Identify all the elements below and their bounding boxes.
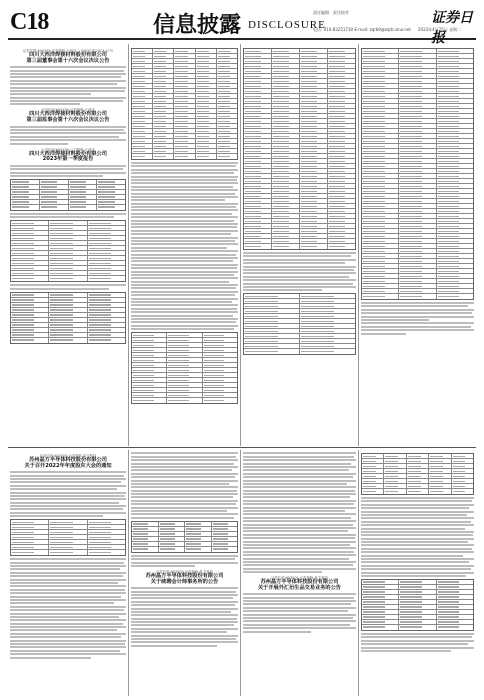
column-divider — [128, 450, 129, 696]
data-table — [10, 179, 126, 211]
column-upper-1 — [10, 46, 126, 444]
data-table — [361, 453, 474, 495]
notice-company: 四川大西洋焊接材料股份有限公司 — [29, 111, 107, 118]
column-divider — [358, 450, 359, 696]
data-table — [361, 579, 474, 631]
notice-header — [10, 148, 126, 163]
section-title-en: DISCLOSURE — [248, 19, 326, 31]
notice-company: 苏州晶方半导体科技股份有限公司 — [145, 572, 224, 579]
data-table — [131, 521, 238, 553]
notice-title: 关于开展外汇衍生品交易业务的公告 — [257, 584, 341, 591]
column-lower-3 — [243, 451, 356, 696]
notice-company: 苏州晶方半导体科技股份有限公司 — [260, 579, 339, 586]
column-divider — [240, 44, 241, 446]
notice-title: 关于续聘会计师事务所的公告 — [150, 578, 219, 585]
notice-header — [131, 570, 238, 585]
section-title: 信息披露 — [153, 12, 242, 38]
notice-header — [243, 576, 356, 591]
notice-title: 2023年第一季度报告 — [42, 156, 94, 163]
column-upper-2 — [131, 46, 238, 444]
column-divider — [128, 44, 129, 446]
masthead — [8, 6, 476, 46]
issue-date: 2023年4月25日 星期二 — [418, 27, 462, 32]
notice-code: 证券代码:603005 证券简称:晶方科技 — [156, 569, 213, 574]
notice-header — [10, 454, 126, 469]
notice-company: 四川大西洋焊接材料股份有限公司 — [29, 52, 107, 58]
column-lower-2 — [131, 451, 238, 696]
notice-code: 证券代码:600558 证券简称:大西洋 — [41, 108, 95, 113]
section-divider — [8, 447, 476, 448]
notice-title: 第三届监事会第十六次会议决议公告 — [26, 117, 110, 124]
editor-line: 责任编辑 · 责任校对 — [313, 10, 349, 15]
data-table — [131, 332, 238, 404]
notice-title: 关于召开2022年年度股东大会的通知 — [24, 462, 112, 469]
data-table — [10, 220, 126, 282]
column-divider — [240, 450, 241, 696]
data-table — [131, 48, 238, 160]
notice-company: 四川大西洋焊接材料股份有限公司 — [29, 150, 107, 157]
contact-line: 电话: 010-83251730 E-mail: zqrb9@zqrb.sina.net — [313, 27, 411, 32]
notice-header — [10, 108, 126, 123]
notice-code: 证券代码:603005 证券简称:晶方科技 — [271, 576, 328, 581]
notice-company: 苏州晶方半导体科技股份有限公司 — [29, 457, 107, 463]
data-table — [243, 293, 356, 355]
notice-header — [10, 49, 126, 64]
notice-code: 公司代码:600558 公司简称:大西洋 — [41, 147, 95, 152]
column-upper-4 — [361, 46, 474, 444]
data-table — [10, 292, 126, 344]
notice-code: 证券代码:600558 证券简称:大西洋 公告编号:临2023-17号 — [22, 49, 114, 53]
notice-title: 第三届董事会第十六次会议决议公告 — [26, 57, 110, 64]
column-divider — [358, 44, 359, 446]
data-table — [243, 48, 356, 250]
data-table — [10, 519, 126, 556]
data-table — [361, 48, 474, 300]
page-number: C18 — [10, 9, 49, 35]
newspaper-logo: 证券日报 — [431, 10, 473, 46]
column-lower-1 — [10, 451, 126, 696]
notice-code: 证券代码:603005 证券简称:晶方科技 — [39, 454, 97, 458]
column-upper-3 — [243, 46, 356, 444]
column-lower-4 — [361, 451, 474, 696]
